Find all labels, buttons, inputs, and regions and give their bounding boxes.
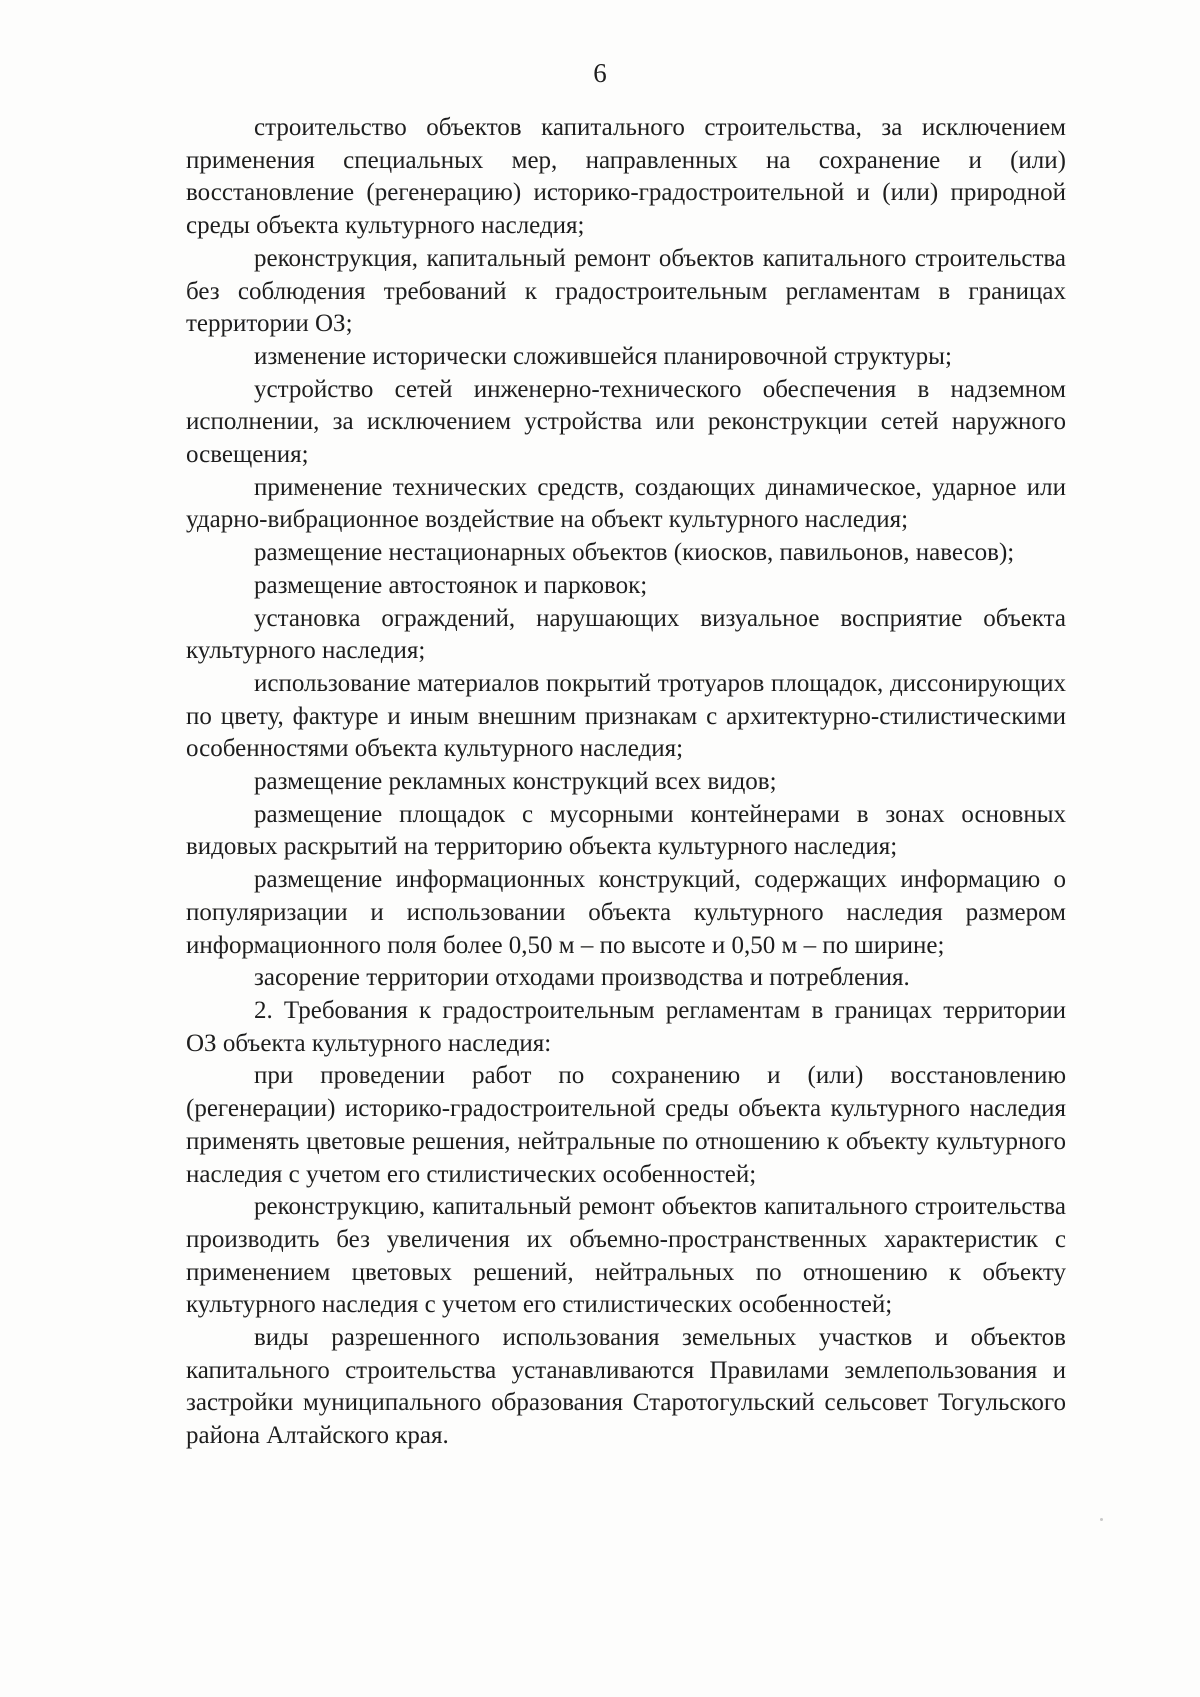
page-number: 6 — [593, 58, 607, 88]
document-body — [186, 112, 1066, 1453]
paragraph-permitted-use: виды разрешенного использования земельных участков и объектов капитального строительства устанавливаются Правилами землепользования и застройки муниципального образования Старотогульский сельсовет Тогульского района Алтайского края. — [186, 1324, 1066, 1450]
section-heading-requirements: 2. Требования к градостроительным регламентам в границах территории ОЗ объекта культурного наследия: — [186, 996, 1066, 1057]
paragraph-parking: размещение автостоянок и парковок; — [254, 571, 648, 599]
paragraph-reconstruction-requirements: реконструкцию, капитальный ремонт объектов капитального строительства производить без увеличения их объемно-пространственных характеристик с применением цветовых решений, нейтральных по отношению к объекту культурного наследия с учетом его стилистических особенностей; — [186, 1193, 1066, 1319]
paragraph-planning-structure: изменение исторически сложившейся планировочной структуры; — [254, 342, 952, 370]
paragraph-waste-littering: засорение территории отходами производства и потребления. — [254, 964, 910, 992]
paragraph-technical-means: применение технических средств, создающих динамическое, ударное или ударно-вибрационное воздействие на объект культурного наследия; — [186, 473, 1066, 534]
paragraph-advertising: размещение рекламных конструкций всех видов; — [254, 768, 777, 796]
paragraph-color-solutions: при проведении работ по сохранению и (или) восстановлению (регенерации) историко-градостроительной среды объекта культурного наследия применять цветовые решения, нейтральные по отношению к объекту культурного наследия с учетом его стилистических особенностей; — [186, 1062, 1066, 1188]
paragraph-information-structures: размещение информационных конструкций, содержащих информацию о популяризации и использовании объекта культурного наследия размером информационного поля более 0,50 м – по высоте и 0,50 м – по ширине; — [186, 866, 1066, 959]
paragraph-engineering-networks: устройство сетей инженерно-технического обеспечения в надземном исполнении, за исключением устройства или реконструкции сетей наружного освещения; — [186, 375, 1066, 469]
paragraph-capital-construction: строительство объектов капитального строительства, за исключением применения специальных мер, направленных на сохранение и (или) восстановление (регенерацию) историко-градостроительной и (или) природной среды объекта культурного наследия; — [186, 114, 1066, 240]
scan-speck — [1100, 1518, 1103, 1521]
paragraph-fences: установка ограждений, нарушающих визуальное восприятие объекта культурного наследия; — [186, 604, 1066, 665]
paragraph-reconstruction: реконструкция, капитальный ремонт объектов капитального строительства без соблюдения требований к градостроительным регламентам в границах территории ОЗ; — [186, 244, 1066, 338]
paragraph-waste-containers: размещение площадок с мусорными контейнерами в зонах основных видовых раскрытий на территорию объекта культурного наследия; — [186, 800, 1066, 861]
paragraph-non-stationary-objects: размещение нестационарных объектов (киосков, павильонов, навесов); — [254, 539, 1015, 567]
paragraph-pavement-materials: использование материалов покрытий тротуаров площадок, диссонирующих по цвету, фактуре и иным внешним признакам с архитектурно-стилистическими особенностями объекта культурного наследия; — [186, 669, 1066, 763]
